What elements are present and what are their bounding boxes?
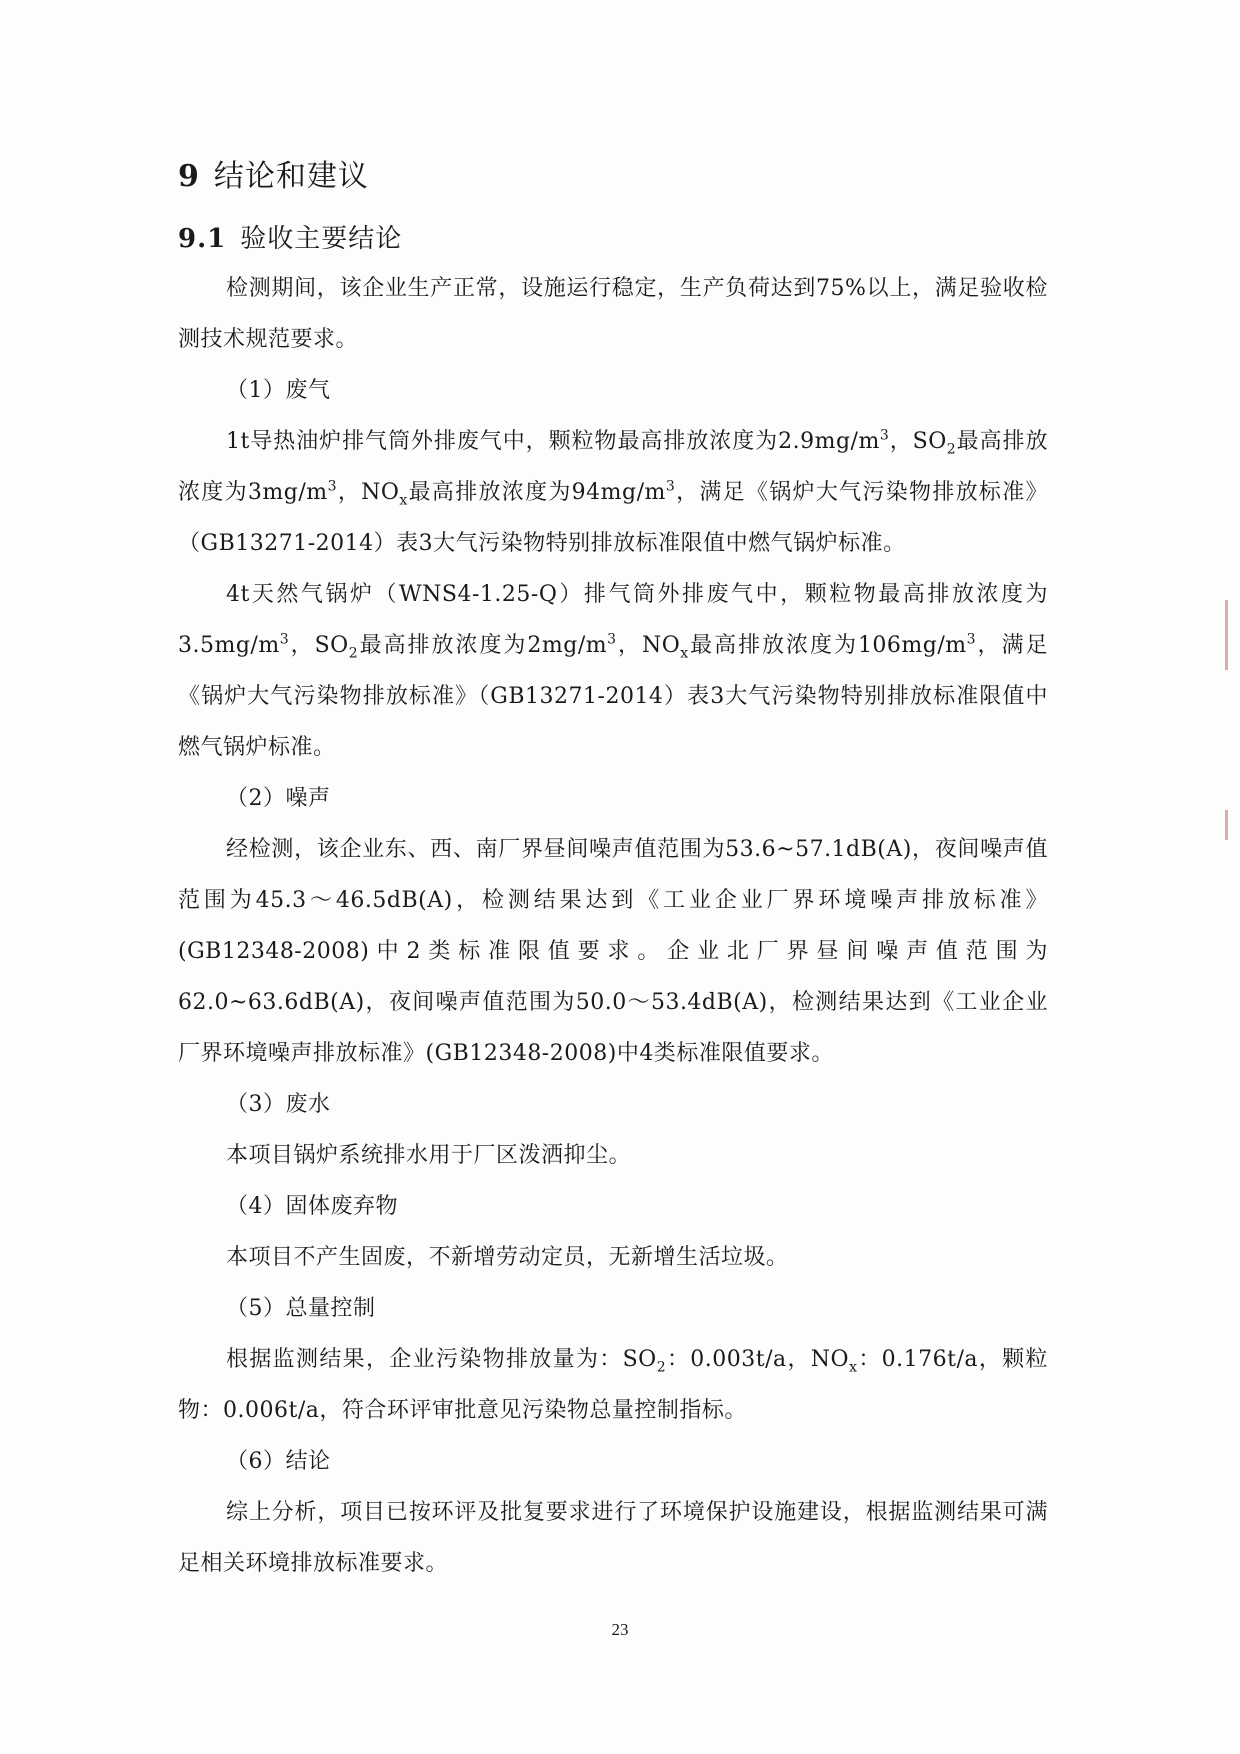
text-run: 最高排放浓度为3mg/m [178, 429, 1049, 505]
text-run: ，满足《锅炉大气污染物排放标准》（GB13271-2014）表3大气污染物特别排放标准限值中燃气锅炉标准。 [178, 633, 1048, 760]
text-run: 最高排放浓度为94mg/m [407, 480, 666, 505]
scan-edge-mark [1225, 600, 1228, 670]
text-run: ：0.176t/a，颗粒物：0.006t/a，符合环评审批意见污染物总量控制指标。 [178, 1347, 1049, 1423]
solid-waste-title: （4）固体废弃物 [226, 1194, 398, 1219]
conclusion-paragraph: 综上分析，项目已按环评及批复要求进行了环境保护设施建设，根据监测结果可满足相关环境排放标准要求。 [178, 1500, 1048, 1576]
text-run: 最高排放浓度为106mg/m [688, 633, 967, 658]
section-heading [178, 219, 1048, 259]
subscript: x [849, 1359, 858, 1376]
text-run: ，满足《锅炉大气污染物排放标准》（GB13271-2014）表3大气污染物特别排放标准限值中燃气锅炉标准。 [178, 480, 1048, 556]
superscript: 3 [966, 631, 977, 648]
conclusion-title: （6）结论 [226, 1449, 331, 1474]
subscript: 2 [656, 1359, 667, 1376]
gas-paragraph-1 [178, 416, 1048, 569]
gas-title: （1）废气 [226, 378, 331, 403]
water-title: （3）废水 [226, 1092, 331, 1117]
total-control-title: （5）总量控制 [226, 1296, 376, 1321]
chapter-heading [178, 155, 1048, 199]
total-control-paragraph [178, 1334, 1048, 1436]
superscript: 3 [279, 631, 290, 648]
section-title: 验收主要结论 [240, 224, 403, 254]
page-number: 23 [611, 1620, 629, 1639]
text-run: ，NO [337, 480, 400, 505]
subscript: x [399, 492, 408, 509]
gas-paragraph-2 [178, 569, 1048, 773]
subscript: 2 [946, 441, 957, 458]
superscript: 3 [607, 631, 617, 648]
text-run: 1t导热油炉排气筒外排废气中，颗粒物最高排放浓度为2.9mg/m [226, 429, 880, 454]
text-run: 最高排放浓度为2mg/m [358, 633, 608, 658]
noise-paragraph: 经检测，该企业东、西、南厂界昼间噪声值范围为53.6~57.1dB(A)，夜间噪声值范围为45.3～46.5dB(A)，检测结果达到《工业企业厂界环境噪声排放标准》(GB12348-2008)中2类标准限值要求。企业北厂界昼间噪声值范围为62.0~63.6dB(A)，夜间噪声值范围为50.0～53.4dB(A)，检测结果达到《工业企业厂界环境噪声排放标准》(GB12348-2008)中4类标准限值要求。 [178, 837, 1048, 1066]
noise-title: （2）噪声 [226, 786, 331, 811]
water-paragraph: 本项目锅炉系统排水用于厂区泼洒抑尘。 [226, 1143, 632, 1168]
text-run: ：0.003t/a，NO [666, 1347, 850, 1372]
solid-waste-paragraph: 本项目不产生固废，不新增劳动定员，无新增生活垃圾。 [226, 1245, 789, 1270]
superscript: 3 [879, 427, 890, 444]
intro-paragraph: 检测期间，该企业生产正常，设施运行稳定，生产负荷达到75%以上，满足验收检测技术规范要求。 [178, 276, 1048, 352]
text-run: ，SO [289, 633, 349, 658]
page-content [178, 155, 1048, 1589]
subscript: 2 [348, 645, 359, 662]
chapter-number: 9 [178, 159, 200, 194]
text-run: 4t天然气锅炉（WNS4-1.25-Q）排气筒外排废气中，颗粒物最高排放浓度为3.5mg/m [178, 582, 1048, 658]
superscript: 3 [327, 478, 338, 495]
superscript: 3 [665, 478, 676, 495]
scan-edge-mark [1225, 810, 1228, 840]
chapter-title: 结论和建议 [213, 159, 369, 194]
text-run: 根据监测结果，企业污染物排放量为：SO [226, 1347, 657, 1372]
subscript: x [680, 645, 689, 662]
text-run: ，SO [889, 429, 947, 454]
section-number: 9.1 [178, 224, 227, 254]
text-run: ，NO [616, 633, 681, 658]
